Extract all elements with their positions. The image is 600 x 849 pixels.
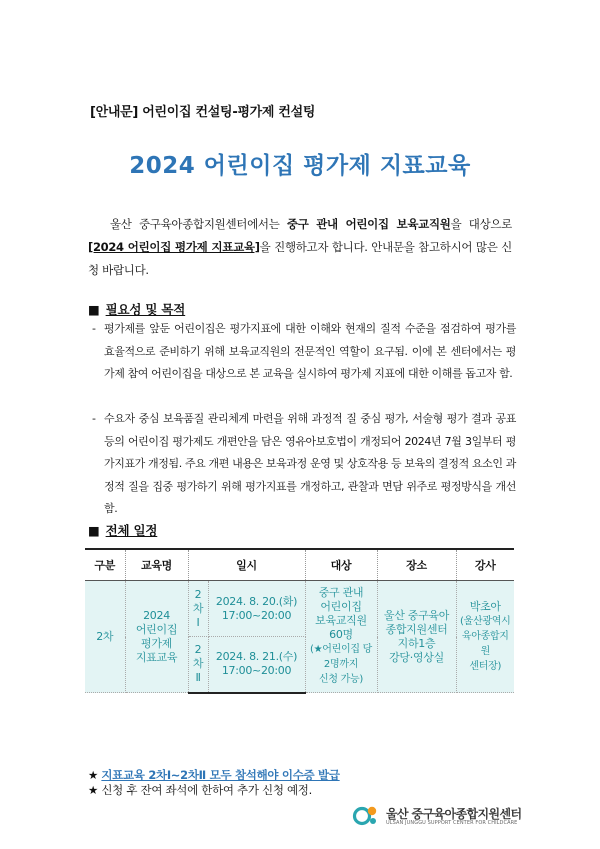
column-header: 일시 xyxy=(188,549,305,581)
target-cell xyxy=(305,581,377,693)
section-title: 전체 일정 xyxy=(105,523,158,538)
center-logo-icon xyxy=(352,803,380,829)
instructor-title: 센터장) xyxy=(469,660,502,672)
square-bullet-icon: ■ xyxy=(88,302,100,317)
target-note: (★어린이집 당 xyxy=(310,644,372,655)
course-line: 평가제 xyxy=(141,636,172,650)
session-time: 17:00~20:00 xyxy=(221,664,292,678)
column-header: 구분 xyxy=(85,549,125,581)
org-english-name: ULSAN JUNGGU SUPPORT CENTER FOR CHILDCARE xyxy=(386,820,518,826)
table-row xyxy=(85,581,514,637)
session-date: 2024. 8. 21.(수) xyxy=(215,650,298,664)
round-numeral: Ⅰ xyxy=(196,615,200,629)
target-line: 60명 xyxy=(329,628,353,641)
target-line: 보육교직원 xyxy=(315,614,367,627)
place-line: 강당·영상실 xyxy=(389,650,444,664)
notice-label: [안내문] 어린이집 컨설팅-평가제 컨설팅 xyxy=(90,105,316,120)
section-heading-purpose xyxy=(88,300,185,318)
dash-bullet: - xyxy=(92,322,96,335)
notes-list xyxy=(88,768,340,798)
course-line: 어린이집 xyxy=(135,622,178,636)
target-note: 2명까지 xyxy=(323,659,359,670)
table-header-row xyxy=(85,549,514,581)
footer-logo xyxy=(352,803,542,829)
dash-bullet: - xyxy=(92,412,96,425)
round-numeral: Ⅱ xyxy=(195,671,201,685)
round-cell xyxy=(188,637,208,693)
category-cell: 2차 xyxy=(85,581,125,693)
org-name: 울산 중구육아종합지원센터 xyxy=(386,807,522,821)
star-icon: ★ xyxy=(88,768,99,782)
note-item xyxy=(88,783,340,798)
note-item xyxy=(88,768,340,783)
instructor-name: 박초아 xyxy=(469,599,501,613)
course-line: 지표교육 xyxy=(135,650,178,664)
round-label: 2차 xyxy=(192,587,204,615)
section-title: 필요성 및 목적 xyxy=(105,302,186,317)
purpose-bullet-2 xyxy=(92,408,516,521)
column-header: 강사 xyxy=(456,549,514,581)
session-date: 2024. 8. 20.(화) xyxy=(215,594,298,608)
note-text: 신청 후 잔여 좌석에 한하여 추가 신청 예정. xyxy=(101,783,312,797)
bullet-text: 수요자 중심 보육품질 관리체계 마련을 위해 과정적 질 중심 평가, 서술형 평가 결과 공표 등의 어린이집 평가제도 개편안을 담은 영유아보호법이 개정되어 2024년 7월 3일부터 평가지표가 개정됨. 주요 개편 내용은 보육과정 운영 및 상호작용 등 보육의 결정적 요소인 과정적 질을 집중 평가하기 위해 평가지표를 개정하고, 관찰과 면담 위주로 평정방식을 개선함. xyxy=(104,412,516,515)
place-cell xyxy=(377,581,456,693)
datetime-cell xyxy=(208,637,305,693)
datetime-cell xyxy=(208,581,305,637)
intro-target: 중구 관내 어린이집 보육교직원 xyxy=(286,217,451,231)
instructor-cell xyxy=(456,581,514,693)
purpose-bullet-1 xyxy=(92,318,516,386)
section-heading-schedule xyxy=(88,521,157,539)
place-line: 울산 중구육아 xyxy=(383,608,450,622)
instructor-title: (울산광역시 xyxy=(460,615,511,627)
place-line: 지하1층 xyxy=(397,636,436,650)
column-header: 장소 xyxy=(377,549,456,581)
intro-text-3: 을 진행하고자 합니다. 안내문을 참고하시어 많은 신청 바랍니다. xyxy=(88,240,512,277)
square-bullet-icon: ■ xyxy=(88,523,100,538)
round-cell xyxy=(188,581,208,637)
round-label: 2차 xyxy=(192,643,204,671)
column-header: 대상 xyxy=(305,549,377,581)
target-line: 중구 관내 xyxy=(318,586,364,599)
star-icon: ★ xyxy=(88,783,99,797)
column-header: 교육명 xyxy=(125,549,188,581)
session-time: 17:00~20:00 xyxy=(221,608,292,622)
bullet-text: 평가제를 앞둔 어린이집은 평가지표에 대한 이해와 현재의 질적 수준을 점검하여 평가를 효율적으로 준비하기 위해 보육교직원의 전문적인 역할이 요구됨. 이에 본 센터에서는 평가제 참여 어린이집을 대상으로 본 교육을 실시하여 평가제 지표에 대한 이해를 돕고자 함. xyxy=(104,322,516,380)
page-title: 2024 어린이집 평가제 지표교육 xyxy=(129,153,471,179)
intro-text-2: 을 대상으로 xyxy=(450,217,512,231)
course-line: 2024 xyxy=(143,608,170,622)
instructor-title: 육아종합지원 xyxy=(461,630,509,657)
note-text: 지표교육 2차Ⅰ~2차Ⅱ 모두 참석해야 이수증 발급 xyxy=(101,768,340,782)
intro-text-1: 울산 중구육아종합지원센터에서는 xyxy=(110,217,287,231)
place-line: 종합지원센터 xyxy=(385,622,448,636)
intro-paragraph xyxy=(88,213,512,282)
target-note: 신청 가능) xyxy=(319,674,363,685)
course-cell xyxy=(125,581,188,693)
target-line: 어린이집 xyxy=(320,600,362,613)
schedule-table xyxy=(85,548,514,694)
intro-program-name: [2024 어린이집 평가제 지표교육] xyxy=(88,240,260,254)
